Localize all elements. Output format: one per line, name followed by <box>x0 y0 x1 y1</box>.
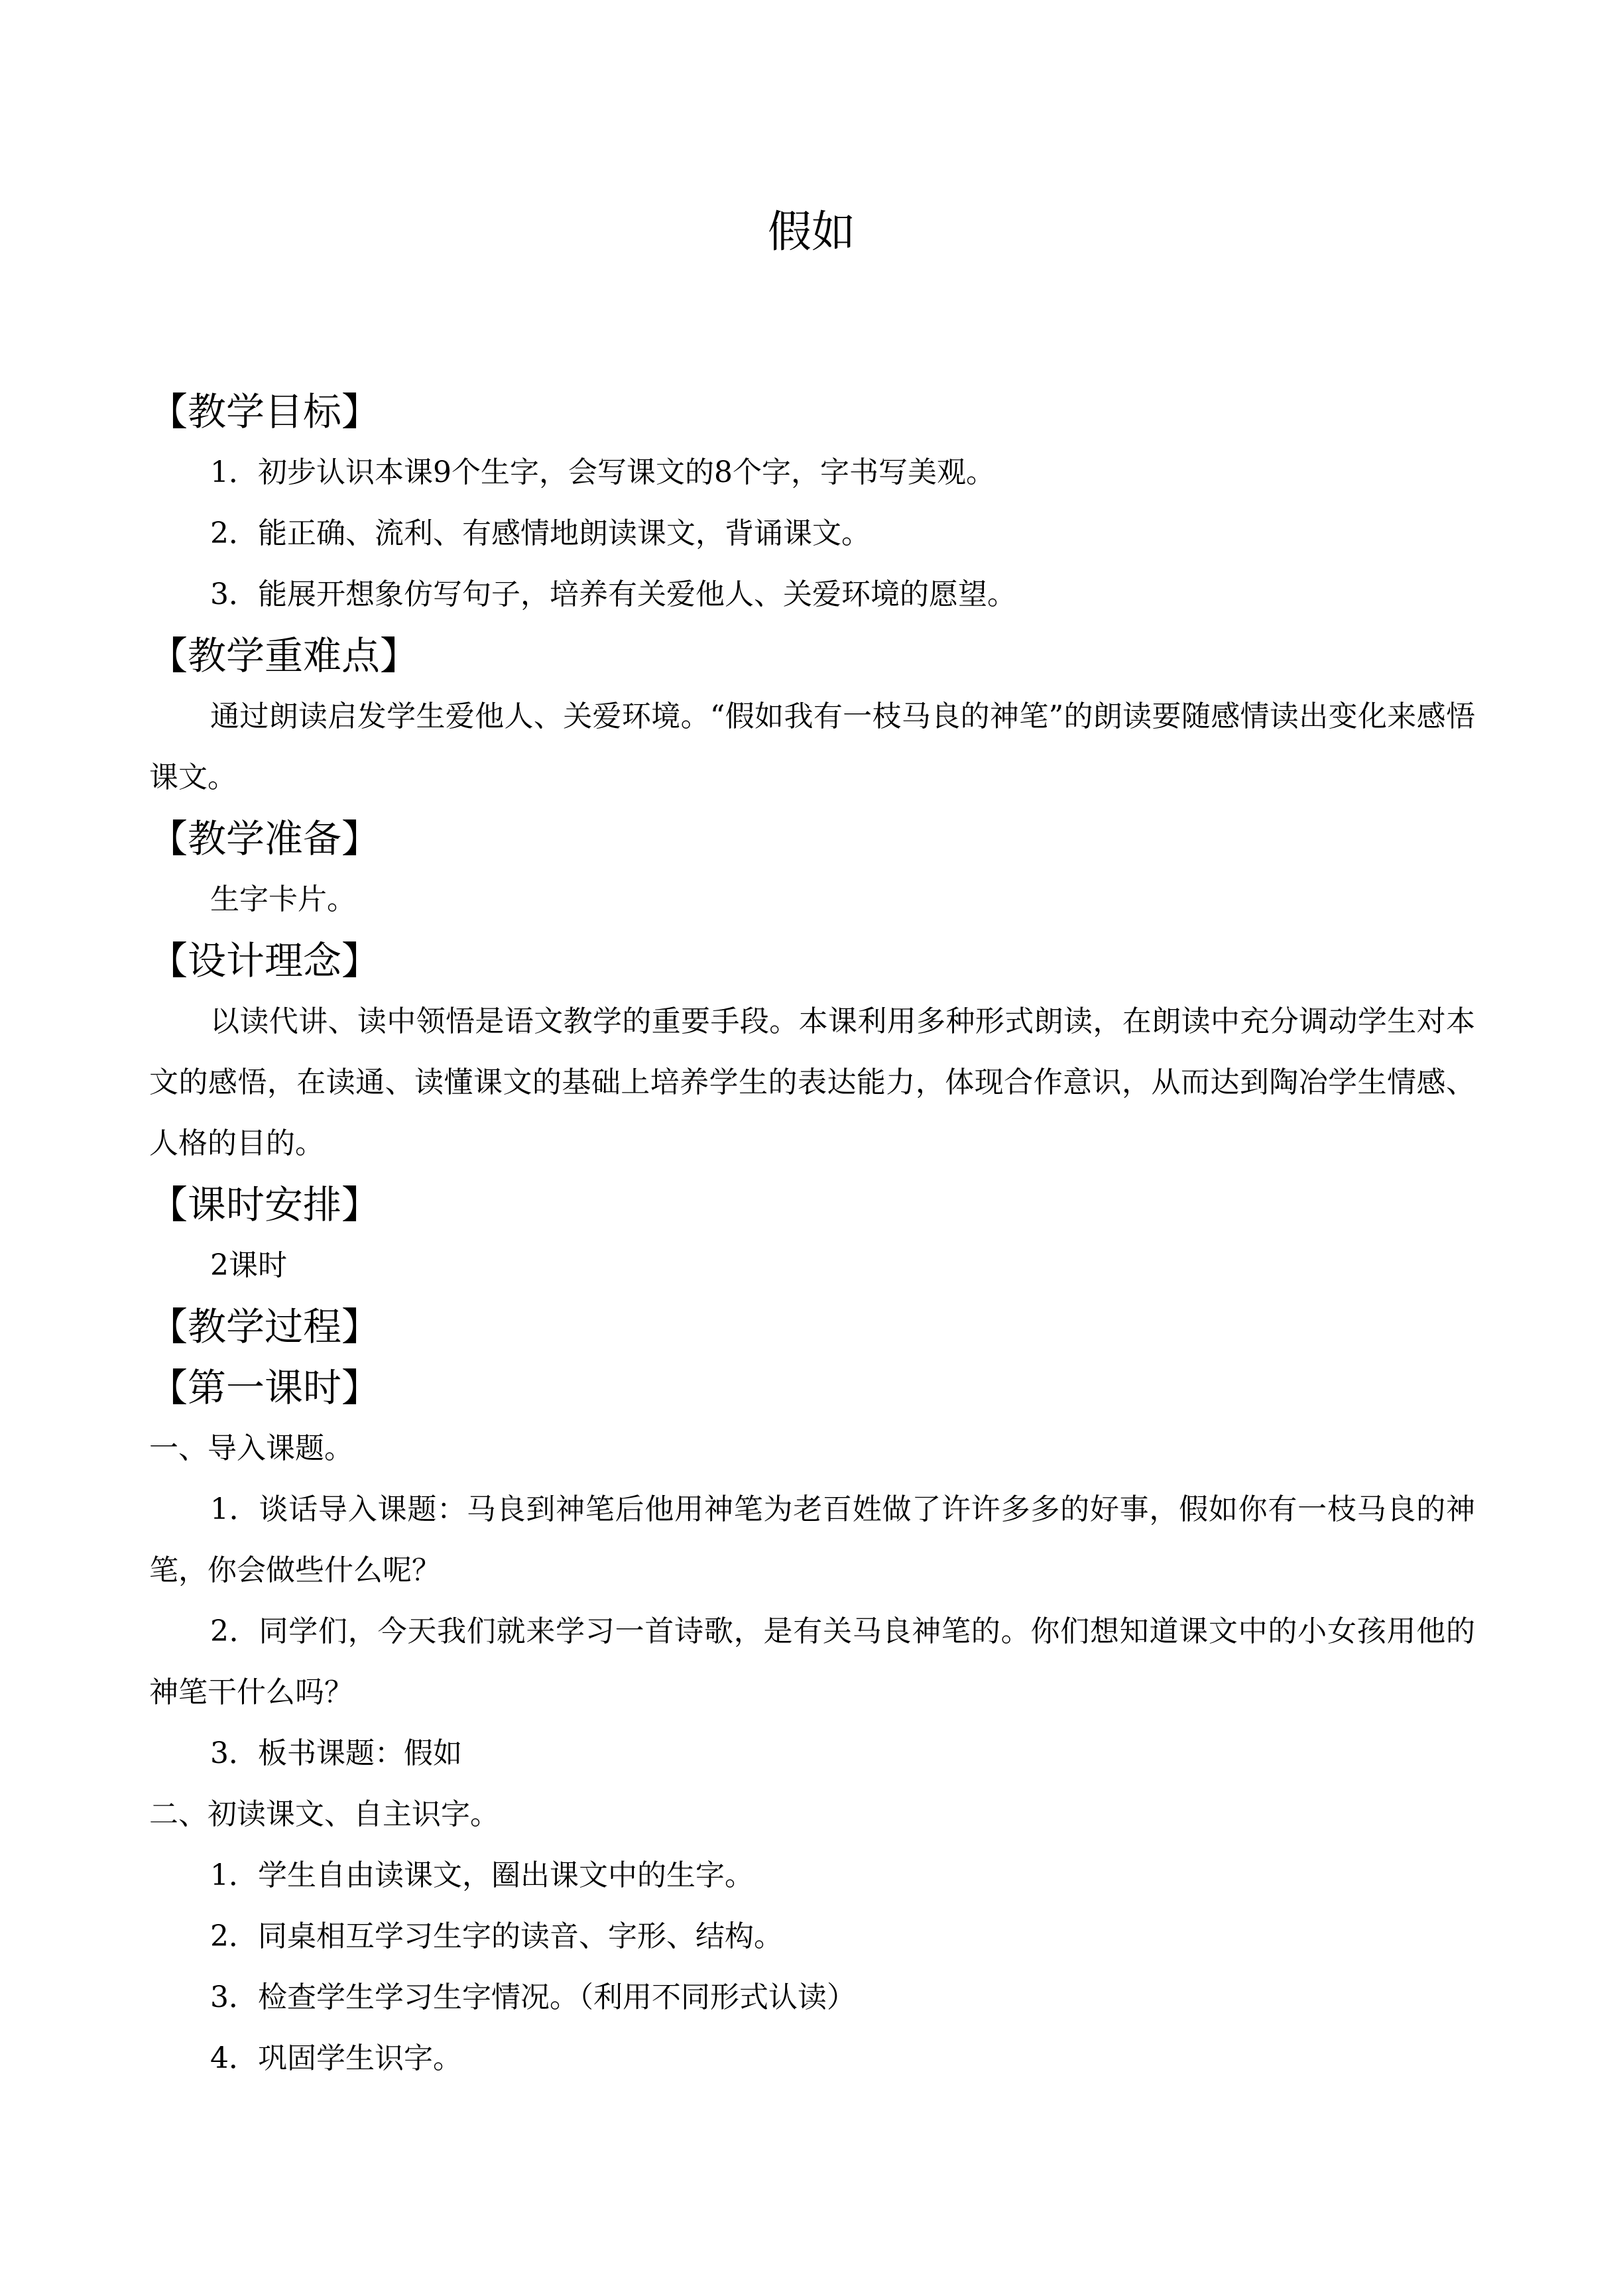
heading-key-points: 【教学重难点】 <box>149 633 419 678</box>
heading-first-lesson: 【第一课时】 <box>149 1365 381 1410</box>
design-concept-text: 以读代讲、读中领悟是语文教学的重要手段。本课利用多种形式朗读，在朗读中充分调动学生对本文的感悟，在读通、读懂课文的基础上培养学生的表达能力，体现合作意识，从而达到陶冶学生情感、人格的目的。 <box>149 1004 1475 1160</box>
part-two-title: 二、初读课文、自主识字。 <box>149 1797 499 1831</box>
part-one-title: 一、导入课题。 <box>149 1431 353 1465</box>
part-two-item: 3．检查学生学习生字情况。（利用不同形式认读） <box>210 1980 856 2014</box>
part-one-item: 1．谈话导入课题：马良到神笔后他用神笔为老百姓做了许许多多的好事，假如你有一枝马良的神笔，你会做些什么呢？ <box>149 1492 1475 1587</box>
heading-schedule: 【课时安排】 <box>149 1182 381 1227</box>
schedule-text: 2课时 <box>210 1248 287 1282</box>
document-title: 假如 <box>768 206 855 257</box>
goal-item: 2．能正确、流利、有感情地朗读课文，背诵课文。 <box>210 516 871 550</box>
preparation-text: 生字卡片。 <box>210 882 356 916</box>
heading-design-concept: 【设计理念】 <box>149 938 381 983</box>
key-points-text: 通过朗读启发学生爱他人、关爱环境。“假如我有一枝马良的神笔”的朗读要随感情读出变化来感悟课文。 <box>149 699 1475 794</box>
goal-item: 3．能展开想象仿写句子，培养有关爱他人、关爱环境的愿望。 <box>210 577 1016 611</box>
part-one-item: 3．板书课题：假如 <box>210 1736 462 1770</box>
part-two-item: 4．巩固学生识字。 <box>210 2041 462 2075</box>
heading-teaching-goals: 【教学目标】 <box>149 389 381 434</box>
part-two-item: 2．同桌相互学习生字的读音、字形、结构。 <box>210 1919 783 1953</box>
part-one-item: 2．同学们，今天我们就来学习一首诗歌，是有关马良神笔的。你们想知道课文中的小女孩用他的神笔干什么吗？ <box>149 1614 1475 1709</box>
part-two-item: 1．学生自由读课文，圈出课文中的生字。 <box>210 1858 754 1892</box>
goal-item: 1．初步认识本课9个生字，会写课文的8个字，字书写美观。 <box>210 455 995 489</box>
heading-teaching-process: 【教学过程】 <box>149 1304 381 1349</box>
heading-preparation: 【教学准备】 <box>149 816 381 861</box>
document-body <box>149 381 1475 2089</box>
